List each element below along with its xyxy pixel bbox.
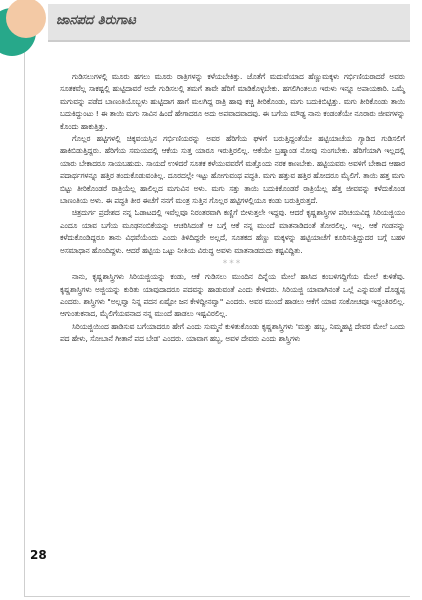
decorative-circle-peach: [6, 0, 46, 38]
paragraph: ನಾನು, ಕೃಷ್ಣಶಾಸ್ತ್ರಿಗಳು ಸಿರಿಯಜ್ಜಿಯನ್ನು ಕಂಡು, ಆಕೆ ಗುಡಿಸಲು ಮುಂದಿನ ದಿನ್ನೆಯ ಮೇಲೆ ಹಾಸಿದ ಕಂಬಳಿಗದ್ದಿಗೆಯ ಮೇಲೆ ಕುಳಿತೆವು. ಕೃಷ್ಣಶಾಸ್ತ್ರಿಗಳು ಅಜ್ಜಿಯನ್ನು ಕುರಿತು ಯಾವುದಾದರೂ ಪದವನ್ನು ಹಾಡುವಂತೆ ಎಂದು ಕೇಳಿದರು. ಸಿರಿಯಜ್ಜಿ ಯಾವಾಗಿನಂತೆ ಒಲ್ಲೆ ಎನ್ನುವಂತೆ ದೊಡ್ಡಪ್ಪ ಎಂದರು. ಶಾಸ್ತ್ರಿಗಳು "ಅಲ್ಲವ್ವಾ ನಿನ್ನ ಪದನ ಏಷ್ಟೋ ಜನ ಕೇಳಿದ್ದೀನವ್ವಾ" ಎಂದರು. ಅವರ ಮುಂದೆ ಹಾಡಲು ಆಕೆಗೆ ಯಾವ ಸಂಕೋಚವೂ ಇದ್ದಂತಿರಲಿಲ್ಲ. ಆಗುಂತುಕನಾದ, ಮೈಲಿಗೆಯವನಾದ ನನ್ನ ಮುಂದೆ ಹಾಡಲು ಇಷ್ಟವಿರಲಿಲ್ಲ.: [60, 272, 405, 319]
body-text: [60, 71, 405, 346]
running-header-title: ಜಾನಪದ ತಿರುಗಾಟ: [56, 13, 136, 28]
paragraph: ಗೊಲ್ಲರ ಹಟ್ಟಿಗಳಲ್ಲಿ ಚಿಕ್ಕವಯಸ್ಸಿನ ಗರ್ಭಿಣಿಯರನ್ನು ಅವರ ಹೆರಿಗೆಯ ಘಳಿಗೆ ಬರುತ್ತಿದ್ದಂತೆಯೇ ಹಟ್ಟಿಯಾಚೆಯ ಗ್ಯಾಡಿದ ಗುಡಿಸಲಿಗೆ ಹಾಕಿಬಿಡುತ್ತಿದ್ದರು. ಹೆರಿಗೆಯ ಸಮಯದಲ್ಲಿ ಆಕೆಯ ಸುತ್ತ ಯಾರೂ ಇರುತ್ತಿರಲಿಲ್ಲ. ಆಕೆಯೇ ಬ್ರಹ್ಮಾಂಡ ನೋವು ನುಂಗಬೇಕು. ಹೆರಿಗೆಯಾಗಿ ಇಲ್ಲದಲ್ಲಿ ಯಾರು ಬೇಕಾದರೂ ಸಾಯಬಹುದು. ಸಾಯದೆ ಉಳಿದರೆ ಸೂತಕ ಕಳೆಯುವವರೆಗೆ ಮತ್ತೊಂದು ನರಕ ಕಾಣಬೇಕು. ಹಟ್ಟಿಯವರು ಅವಳಿಗೆ ಬೇಕಾದ ಆಹಾರ ಪದಾರ್ಥಗಳನ್ನೂ ಹತ್ತಿರ ತಂದುಕೊಡುವಂತಿಲ್ಲ. ದೂರದಲ್ಲೇ ಇಟ್ಟು ಹೋಗುವಂಥ ಪದ್ಧತಿ. ಮಗು ಹತ್ತುವ ಹತ್ತಿರ ಹೋದರೂ ಮೈಲಿಗೆ. ತಾಯಿ ಹತ್ತ ಮಗು ಬಿಟ್ಟು ತೀರಿಕೊಂಡರೆ ರಾತ್ರಿಯೆಲ್ಲ ಹಾಲಿಲ್ಲದ ಮಗುವಿನ ಅಳು. ಮಗು ಸತ್ತು ತಾಯಿ ಬದುಕಿಕೊಂಡರೆ ರಾತ್ರಿಯೆಲ್ಲ ಹೆತ್ತ ಜೀವವನ್ನು ಕಳೆದುಕೊಂಡ ಬಾಣಂತಿಯ ಅಳು. ಈ ಪದ್ಧತಿ ತೀರ ಈಚೆಗೆ ನನಗೆ ಮಂತ್ರ ಸುತ್ತಿನ ಗೊಲ್ಲರ ಹಟ್ಟಿಗಳಲ್ಲಿಯೂ ಕಂಡು ಬರುತ್ತಿರುತ್ತದೆ.: [60, 134, 405, 206]
section-divider: ***: [222, 259, 243, 270]
page-number: 28: [30, 548, 47, 562]
paragraph: ಚಿತ್ರದುರ್ಗ ಪ್ರದೇಶದ ನನ್ನ ಓಡಾಟದಲ್ಲಿ ಇವೆಲ್ಲವೂ ನಿರಂತರವಾಗಿ ಕಣ್ಣಿಗೆ ಬೀಳುತ್ತಲೇ ಇದ್ದವು. ಆದರೆ ಕೃಷ್ಣಶಾಸ್ತ್ರಿಗಳ ಪರಿಚಯವಿದ್ದ ಸಿರಿಯಜ್ಜಿಯಂ ಎಂದೂ ಯಾವ ಬಗೆಯ ಮೂಢನಂಬಿಕೆಯನ್ನು ಆಚರಿಸಿದಂತೆ ಆ ಬಗ್ಗೆ ಆಕೆ ನನ್ನ ಮುಂದೆ ಮಾತನಾಡಿದಂತೆ ತೋರಲಿಲ್ಲ. ಇಲ್ಲ. ಆಕೆ ಗಂಡನನ್ನು ಕಳೆದುಕೊಂಡಿದ್ದರೂ ತಾನು ವಿಧವೆಯೆಂದು ಎಂದು ತಿಳಿದಿದ್ದರೇ ಅಲ್ಲದೆ, ಸೂತಕದ ಹೆಣ್ಣು ಮಕ್ಕಳನ್ನು ಹಟ್ಟಿಯಾಚೆಗೆ ಕೂರಿಸುತ್ತಿದ್ದುದರ ಬಗ್ಗೆ ಬಹಳ ಅಸಮಾಧಾನ ಹೊಂದಿದ್ದಳು. ಆದರೆ ಹಟ್ಟಿಯ ಒಟ್ಟು ನೀತಿಯ ವಿರುದ್ಧ ಅವಳು ಮಾತನಾಡದುದು ಕಷ್ಟವಿದ್ದಿತು.: [60, 208, 405, 255]
paragraph: ಸಿರಿಯಜ್ಜಿಯಿಂದ ಹಾಡಿಸುವ ಬಗೆಯಾದರೂ ಹೇಗೆ ಎಂದು ಸುಮ್ಮನೆ ಕುಳಿತುಕೊಂಡು ಕೃಷ್ಣಶಾಸ್ತ್ರಿಗಳು 'ಮತ್ತು ಹಬ್ಬ, ನಿಮ್ಮಹಟ್ಟಿ ದೇವರ ಮೇಲೆ ಒಂದು ಪದ ಹೇಳು, ಸೋಬಾನೆ ಗೀತಾನೆ ಪದ ಬೇಡ' ಎಂದರು. ಯಾವಾಗ ಹಬ್ಬ, ಅವಳ ದೇವರು ಎಂದು ಶಾಸ್ತ್ರಿಗಳು: [60, 321, 405, 344]
running-header: [48, 4, 410, 42]
paragraph: ಗುಡಿಸಲುಗಳಲ್ಲಿ ಮೂರು ಹಗಲು ಮೂರು ರಾತ್ರಿಗಳನ್ನು ಕಳೆಯಬೇಕಿತ್ತು. ಜೊತೆಗೆ ಮದುವೆಯಾದ ಹೆಣ್ಣುಮಕ್ಕಳು ಗರ್ಭಿಣಿಯರಾದರೆ ಅವರು ಸೂತಕವೆಲ್ಲ ಸಾಕಷ್ಟಲ್ಲಿ ಹುಟ್ಟಿದಾವರೆ ಅದೇ ಗುಡಿಸಲಲ್ಲಿ ತಮಗೆ ತಾವೇ ಹೆರಿಗೆ ಮಾಡಿಕೊಳ್ಳಬೇಕು. ಹಗಲಿಗಿಂತಲೂ ಇರುಳು ಇನ್ನೂ ಅಪಾಯಕಾರಿ. ಒಮ್ಮೆ ಮಗುವನ್ನು ಪಡೆದ ಬಾಣಂತಿಯೊಬ್ಬಳು ಹುಟ್ಟಿದಾಗ ಹಾಗೆ ಮಲಗಿದ್ದ ರಾತ್ರಿ ಹಾವು ಕಚ್ಚಿ ತೀರಿಕೊಂಡು, ಮಗು ಬದುಕಿಬಿಟ್ಟಿತ್ತು. ಮಗು ತೀರಿಕೊಂಡು ತಾಯಿ ಬದುಕಿದ್ದುಂಟು ! ಈ ತಾಯಿ ಮಗು ಸಾವಿನ ಹಿಂದೆ ಹೇಗಾದರೂ ಅದು ಅಪವಾದವಾದವು. ಈ ಬಗೆಯ ಮೌಢ್ಯ ನಾನು ಕಂಡಂತೆಯೇ ನೂರಾರು ಜೀವಗಳನ್ನು ಕೊಂದು ಹಾಕುತ್ತಿತ್ತು.: [60, 72, 405, 131]
